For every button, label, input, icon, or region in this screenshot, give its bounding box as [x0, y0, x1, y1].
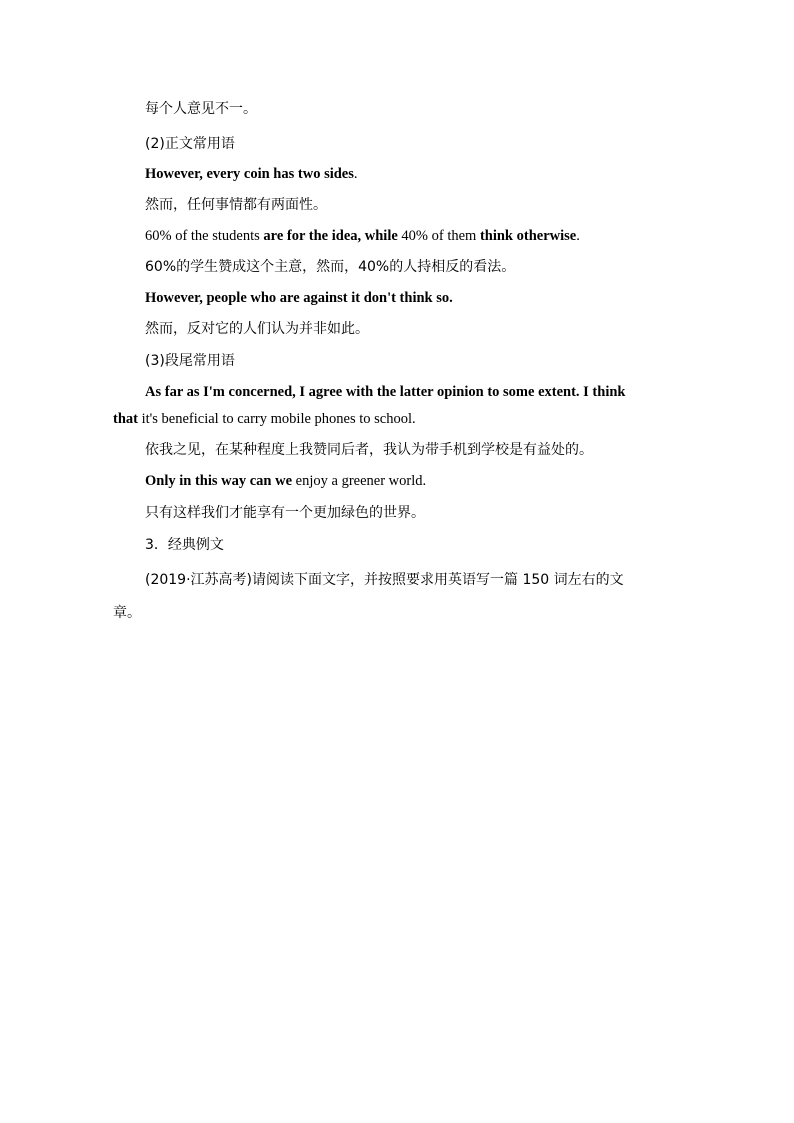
bold-phrase: As far as I'm concerned, I agree with the latter opinion to some extent. I think: [145, 384, 626, 400]
plain-text: .: [576, 228, 580, 244]
chinese-translation-people-against: 然而，反对它的人们认为并非如此。: [145, 321, 369, 337]
chinese-translation-percent-students: 60%的学生赞成这个主意，然而，40%的人持相反的看法。: [145, 259, 516, 275]
english-sentence-people-against: [145, 288, 453, 308]
bold-phrase: Only in this way can we: [145, 473, 293, 489]
section-heading-ending-phrases: (3)段尾常用语: [145, 353, 235, 369]
text-line-opinions-differ: 每个人意见不一。: [145, 101, 257, 117]
bold-phrase: are for the idea, while: [263, 228, 402, 244]
plain-text: 40% of them: [401, 228, 480, 244]
section-heading-body-phrases: (2)正文常用语: [145, 136, 235, 152]
bold-phrase: However, every coin has two sides: [145, 166, 354, 182]
plain-text: it's beneficial to carry mobile phones to school.: [137, 411, 416, 427]
exam-prompt-line: (2019·江苏高考)请阅读下面文字，并按照要求用英语写一篇 150 词左右的文: [145, 572, 624, 588]
bold-phrase: think otherwise: [479, 228, 577, 244]
chinese-translation-only-in-this-way: 只有这样我们才能享有一个更加绿色的世界。: [145, 505, 425, 521]
english-sentence-percent-students: [145, 226, 580, 246]
chinese-translation-as-far-as: 依我之见，在某种程度上我赞同后者，我认为带手机到学校是有益处的。: [145, 442, 593, 458]
exam-prompt-line-end: 章。: [113, 605, 141, 621]
bold-phrase: that: [113, 411, 138, 427]
plain-text: .: [353, 166, 358, 182]
section-heading-classic-example: 3．经典例文: [145, 537, 224, 553]
english-sentence-every-coin: [145, 164, 358, 184]
english-sentence-as-far-as: [145, 382, 625, 402]
chinese-translation-every-coin: 然而，任何事情都有两面性。: [145, 197, 327, 213]
bold-phrase: However, people who are against it don't think so.: [145, 290, 453, 306]
english-sentence-continuation: [113, 409, 416, 429]
plain-text: enjoy a greener world.: [292, 473, 427, 489]
english-sentence-only-in-this-way: [145, 471, 426, 491]
plain-text: 60% of the students: [145, 228, 264, 244]
